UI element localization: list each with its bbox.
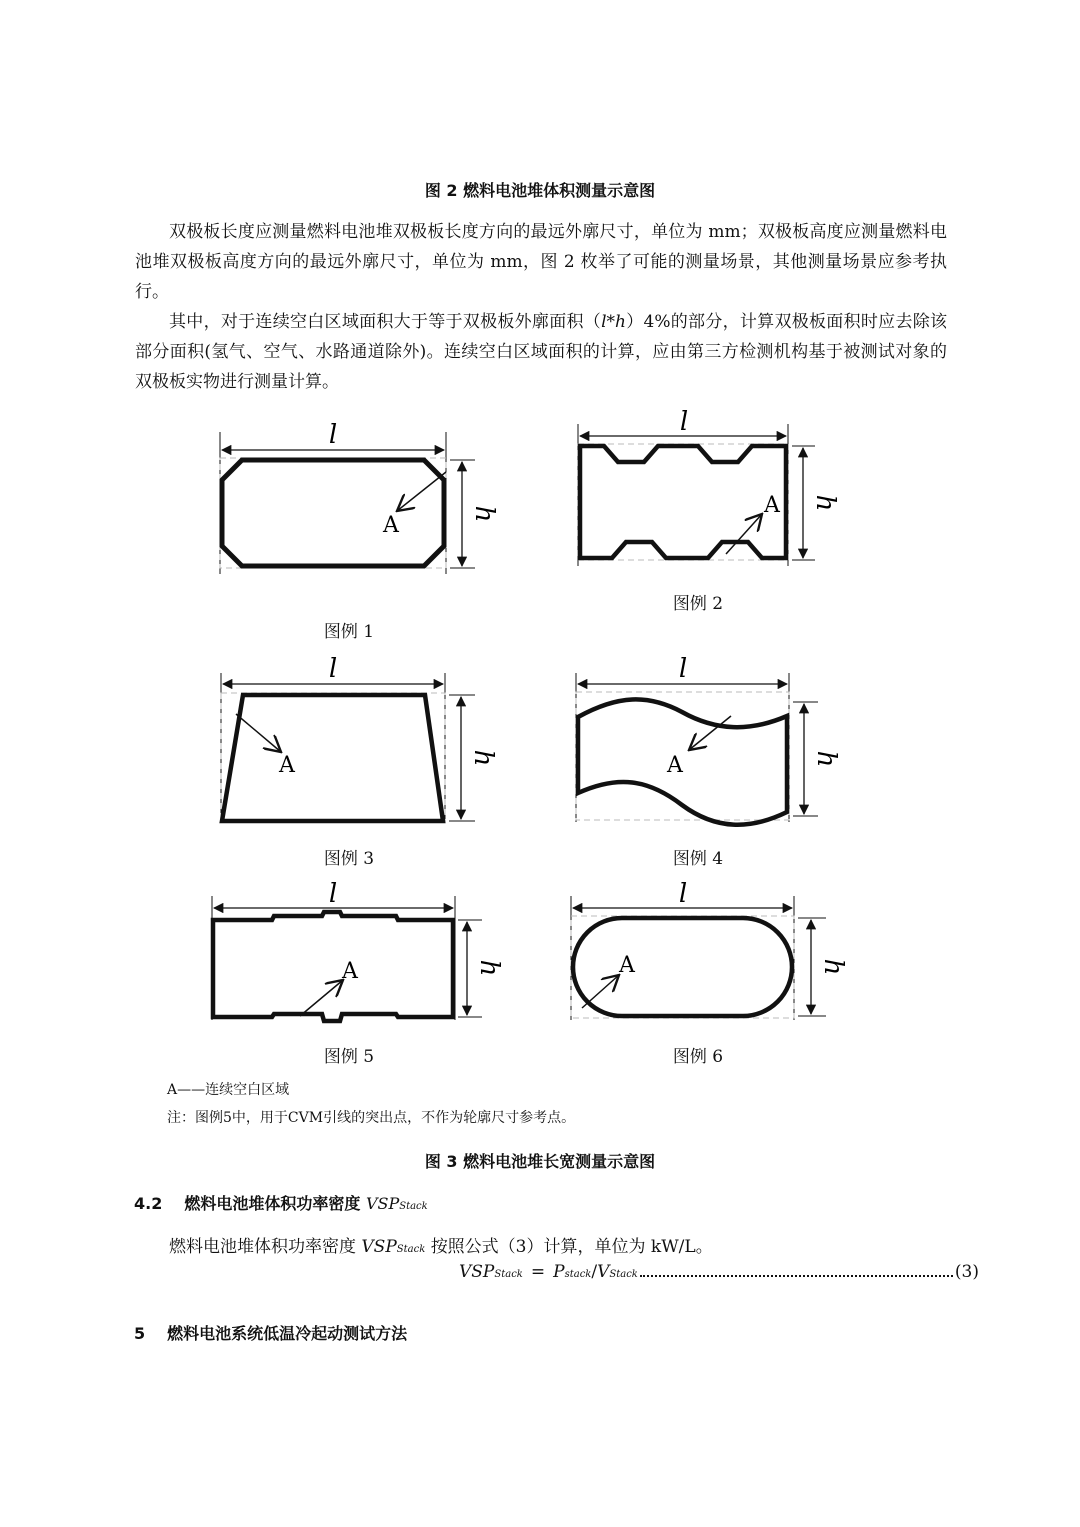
bounding-box: [571, 916, 794, 1018]
caption-example-5: 图例 5: [323, 1047, 375, 1067]
region-label: A: [342, 959, 358, 984]
length-label: l: [678, 654, 688, 684]
length-label: l: [328, 654, 338, 684]
caption-example-3: 图例 3: [323, 849, 375, 869]
fig2-title: 图 2 燃料电池堆体积测量示意图: [424, 181, 656, 200]
plate-outline: [213, 912, 453, 1021]
region-label: A: [764, 493, 780, 518]
length-label: l: [328, 420, 338, 450]
region-label: A: [279, 753, 295, 778]
length-label: l: [328, 879, 338, 909]
region-arrow: [582, 975, 619, 1008]
height-label: h: [474, 959, 504, 977]
caption-example-4: 图例 4: [672, 849, 724, 869]
plate-outline: [222, 460, 444, 566]
height-label: h: [811, 750, 841, 768]
example-4-diagram: [576, 654, 841, 825]
legend-a: A——连续空白区域: [167, 1082, 290, 1098]
leader-dots: [640, 1275, 953, 1277]
example-2-diagram: [578, 407, 840, 566]
fig3-title: 图 3 燃料电池堆长宽测量示意图: [424, 1152, 656, 1171]
paragraph-1: 双极板长度应测量燃料电池堆双极板长度方向的最远外廓尺寸，单位为 mm；双极板高度应测量燃料电池堆双极板高度方向的最远外廓尺寸，单位为 mm，图 2 枚举了可能的测量场景，其他测量场景应参考执行。: [135, 222, 947, 302]
example-1-diagram: [220, 420, 499, 574]
caption-example-2: 图例 2: [672, 594, 724, 614]
figure-note: 注：图例5中，用于CVM引线的突出点，不作为轮廓尺寸参考点。: [167, 1110, 576, 1126]
bounding-box: [221, 693, 445, 822]
paragraph-2: 其中，对于连续空白区域面积大于等于双极板外廓面积（l*h）4%的部分，计算双极板面积时应去除该部分面积(氢气、空气、水路通道除外)。连续空白区域面积的计算，应由第三方检测机构基于被测试对象的双极板实物进行测量计算。: [135, 312, 948, 392]
length-label: l: [679, 407, 689, 437]
example-3-diagram: [221, 654, 498, 822]
example-6-diagram: [571, 879, 848, 1020]
height-label: h: [818, 958, 848, 976]
region-arrow: [689, 716, 731, 750]
section-5-heading: 5 燃料电池系统低温冷起动测试方法: [134, 1324, 408, 1343]
height-label: h: [810, 494, 840, 512]
region-arrow: [397, 472, 446, 511]
formula-3: VSP Stack = P stack / V Stack (3): [459, 1262, 979, 1282]
plate-outline: [580, 446, 786, 558]
example-5-diagram: [212, 879, 504, 1021]
caption-example-6: 图例 6: [672, 1047, 724, 1067]
height-label: h: [469, 505, 499, 523]
region-arrow: [726, 514, 762, 554]
bounding-box: [220, 458, 446, 568]
body-text: [135, 217, 947, 397]
plate-outline: [573, 918, 792, 1016]
height-label: h: [468, 749, 498, 767]
region-label: A: [667, 753, 683, 778]
region-arrow: [300, 980, 343, 1016]
caption-example-1: 图例 1: [323, 622, 375, 642]
region-label: A: [619, 953, 635, 978]
section-4-2-body: 燃料电池堆体积功率密度 VSPStack 按照公式（3）计算，单位为 kW/L。: [169, 1237, 713, 1257]
length-label: l: [678, 879, 688, 909]
section-4-2-heading: 4.2 燃料电池堆体积功率密度 VSPStack: [134, 1194, 428, 1213]
plate-outline: [222, 695, 443, 821]
plate-diagrams: [0, 400, 1080, 1080]
region-label: A: [383, 513, 399, 538]
bounding-box: [578, 444, 788, 560]
region-arrow: [236, 714, 281, 752]
